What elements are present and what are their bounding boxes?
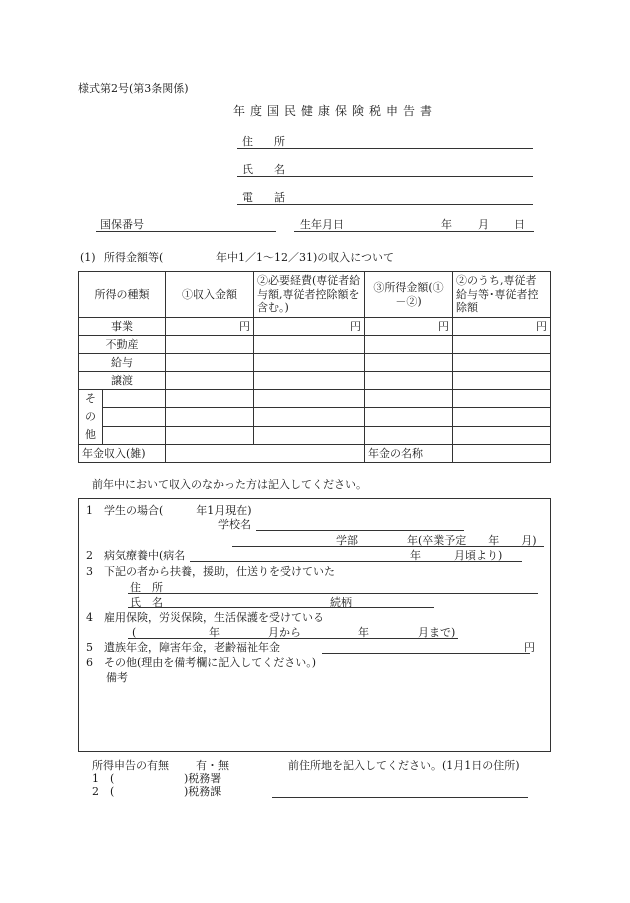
table-cell[interactable] (254, 336, 365, 354)
table-cell[interactable] (365, 408, 453, 426)
tax-office-2-num: 2 ( (92, 785, 115, 798)
table-row (79, 372, 551, 390)
other-char-2: の (85, 410, 96, 423)
school-name-field[interactable] (256, 530, 464, 531)
welfare-to-year: 年 (358, 626, 369, 639)
row-label-real-estate: 不動産 (79, 336, 166, 354)
welfare-from-year: 年 (209, 626, 220, 639)
name-label: 氏 名 (242, 163, 290, 176)
section1-period: 年中1／1～12／31)の収入について (216, 251, 395, 264)
pension-name-cell[interactable] (453, 445, 551, 463)
item-pension: 5 遺族年金，障害年金，老齢福祉年金 (86, 641, 280, 654)
address-field[interactable] (237, 148, 533, 149)
row-label-transfer: 譲渡 (79, 372, 166, 390)
table-cell[interactable] (254, 354, 365, 372)
item-other: 6 その他(理由を備考欄に記入してください。) (86, 656, 317, 669)
business-expenses-cell[interactable]: 円 (254, 318, 365, 336)
income-table (78, 271, 551, 463)
phone-label: 電 話 (242, 191, 290, 204)
faculty-label: 学部 (336, 534, 358, 547)
tax-office-1-label: )税務署 (184, 772, 222, 785)
welfare-period-field[interactable] (128, 638, 458, 639)
welfare-from-month: 月から (268, 626, 301, 639)
pension-name-label: 年金の名称 (365, 445, 453, 463)
tax-office-2-label: )税務課 (184, 785, 222, 798)
table-row (79, 390, 551, 408)
header-income-type: 所得の種類 (79, 272, 166, 318)
supporter-relation-label: 続柄 (330, 596, 352, 609)
income-declaration-label: 所得申告の有無 (92, 759, 169, 772)
business-income-cell[interactable]: 円 (166, 318, 254, 336)
table-cell[interactable] (453, 390, 551, 408)
form-number: 様式第2号(第3条関係) (78, 82, 189, 95)
item-student: 1 学生の場合( 年1月現在) (86, 504, 252, 517)
faculty-field[interactable] (232, 546, 544, 547)
previous-address-field[interactable] (272, 797, 528, 798)
header-family-employee: ②のうち,専従者給与等･専従者控除額 (453, 272, 551, 318)
item-support: 3 下記の者から扶養，援助，仕送りを受けていた (86, 565, 335, 578)
table-cell[interactable] (166, 354, 254, 372)
table-cell[interactable] (254, 408, 365, 426)
header-income-amount: ①収入金額 (166, 272, 254, 318)
header-expenses: ②必要経費(専従者給与額,専従者控除額を含む。) (254, 272, 365, 318)
welfare-open-paren: ( (132, 626, 137, 639)
school-name-label: 学校名 (218, 518, 251, 531)
row-label-salary: 給与 (79, 354, 166, 372)
table-cell[interactable] (453, 408, 551, 426)
remarks-label: 備考 (106, 671, 128, 684)
table-cell[interactable] (254, 372, 365, 390)
table-cell[interactable] (365, 426, 453, 444)
name-field[interactable] (237, 176, 533, 177)
business-employee-cell[interactable]: 円 (453, 318, 551, 336)
page-title: 年度国民健康保険税申告書 (233, 104, 438, 118)
header-income-net: ③所得金額(①－②) (365, 272, 453, 318)
birth-date-label: 生年月日 (300, 218, 344, 231)
no-income-note: 前年中において収入のなかった方は記入してください。 (92, 478, 367, 491)
supporter-address-field[interactable] (128, 593, 538, 594)
table-row (79, 426, 551, 444)
table-cell[interactable] (254, 390, 365, 408)
row-label-business: 事業 (79, 318, 166, 336)
table-header-row (79, 272, 551, 318)
item-illness: 2 病気療養中(病名 (86, 549, 186, 562)
tax-office-1-num: 1 ( (92, 772, 115, 785)
birth-month: 月 (478, 218, 489, 231)
pension-income-cell[interactable] (166, 445, 365, 463)
table-row (79, 408, 551, 426)
yes-no-choice[interactable]: 有・無 (196, 759, 229, 772)
other-type-cell[interactable] (103, 390, 166, 408)
graduation-label: 年(卒業予定 年 月) (407, 534, 537, 547)
business-net-cell[interactable]: 円 (365, 318, 453, 336)
table-cell[interactable] (166, 408, 254, 426)
supporter-address-label: 住 所 (130, 581, 163, 594)
row-label-other (79, 390, 103, 445)
phone-field[interactable] (237, 204, 533, 205)
section1-number: (1) (80, 251, 96, 264)
birth-year: 年 (441, 218, 452, 231)
table-cell[interactable] (453, 336, 551, 354)
previous-address-note: 前住所地を記入してください。(1月1日の住所) (288, 759, 520, 772)
table-cell[interactable] (166, 372, 254, 390)
table-row (79, 445, 551, 463)
supporter-name-label: 氏 名 (130, 596, 163, 609)
table-cell[interactable] (453, 354, 551, 372)
pension-income-label: 年金収入(雑) (79, 445, 166, 463)
pension-amount-field[interactable] (322, 653, 530, 654)
table-row (79, 318, 551, 336)
other-type-cell[interactable] (103, 408, 166, 426)
birth-date-field[interactable] (294, 231, 534, 232)
table-row (79, 354, 551, 372)
supporter-name-field[interactable] (128, 607, 434, 608)
address-label: 住 所 (242, 135, 290, 148)
table-cell[interactable] (254, 426, 365, 444)
insurance-number-field[interactable] (96, 231, 276, 232)
welfare-to-month: 月まで) (418, 626, 456, 639)
section1-label: 所得金額等( (104, 251, 164, 264)
birth-day: 日 (514, 218, 525, 231)
table-cell[interactable] (166, 390, 254, 408)
table-cell[interactable] (365, 336, 453, 354)
illness-since: 年 月頃より) (410, 549, 503, 562)
illness-name-field[interactable] (190, 561, 522, 562)
table-cell[interactable] (166, 426, 254, 444)
table-cell[interactable] (453, 372, 551, 390)
table-row (79, 336, 551, 354)
table-cell[interactable] (365, 372, 453, 390)
other-type-cell[interactable] (103, 426, 166, 444)
table-cell[interactable] (365, 354, 453, 372)
insurance-number-label: 国保番号 (100, 218, 144, 231)
other-char-3: 他 (85, 428, 96, 441)
table-cell[interactable] (453, 426, 551, 444)
other-char-1: そ (85, 392, 96, 405)
pension-yen: 円 (524, 641, 535, 654)
item-welfare: 4 雇用保険，労災保険，生活保護を受けている (86, 611, 324, 624)
table-cell[interactable] (365, 390, 453, 408)
table-cell[interactable] (166, 336, 254, 354)
